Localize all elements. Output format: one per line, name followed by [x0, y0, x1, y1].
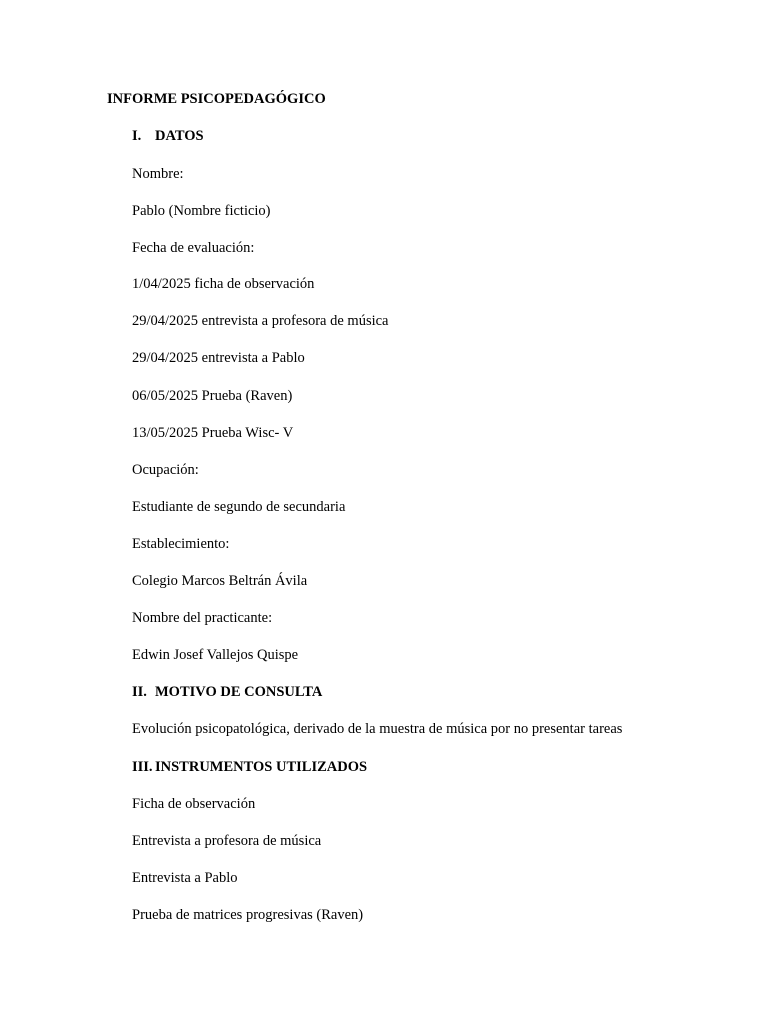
section-title: DATOS: [155, 128, 204, 144]
section-number: III.: [132, 759, 153, 775]
field-label-nombre: Nombre:: [132, 166, 184, 182]
instrument-item: Prueba de matrices progresivas (Raven): [132, 907, 364, 923]
section-heading-motivo: [132, 684, 322, 701]
section-heading-datos: [132, 128, 204, 145]
field-value-nombre: Pablo (Nombre ficticio): [132, 203, 271, 219]
field-label-practicante: Nombre del practicante:: [132, 610, 273, 626]
field-value-practicante: Edwin Josef Vallejos Quispe: [132, 647, 299, 663]
section-title: INSTRUMENTOS UTILIZADOS: [155, 759, 368, 775]
section-heading-instrumentos: [132, 759, 367, 776]
field-label-ocupacion: Ocupación:: [132, 462, 199, 478]
evaluation-date-item: 29/04/2025 entrevista a profesora de música: [132, 313, 389, 329]
section-title: MOTIVO DE CONSULTA: [155, 684, 323, 700]
evaluation-date-item: 1/04/2025 ficha de observación: [132, 276, 315, 292]
evaluation-date-item: 06/05/2025 Prueba (Raven): [132, 388, 293, 404]
section-number: II.: [132, 684, 147, 700]
document-title: INFORME PSICOPEDAGÓGICO: [107, 91, 326, 107]
field-label-establecimiento: Establecimiento:: [132, 536, 230, 552]
section-number: I.: [132, 128, 142, 144]
evaluation-date-item: 13/05/2025 Prueba Wisc- V: [132, 425, 294, 441]
instrument-item: Ficha de observación: [132, 796, 256, 812]
field-label-fecha: Fecha de evaluación:: [132, 240, 255, 256]
instrument-item: Entrevista a profesora de música: [132, 833, 322, 849]
instrument-item: Entrevista a Pablo: [132, 870, 238, 886]
motivo-text: Evolución psicopatológica, derivado de la muestra de música por no presentar tareas: [132, 721, 623, 737]
evaluation-date-item: 29/04/2025 entrevista a Pablo: [132, 350, 305, 366]
field-value-establecimiento: Colegio Marcos Beltrán Ávila: [132, 573, 308, 589]
field-value-ocupacion: Estudiante de segundo de secundaria: [132, 499, 346, 515]
